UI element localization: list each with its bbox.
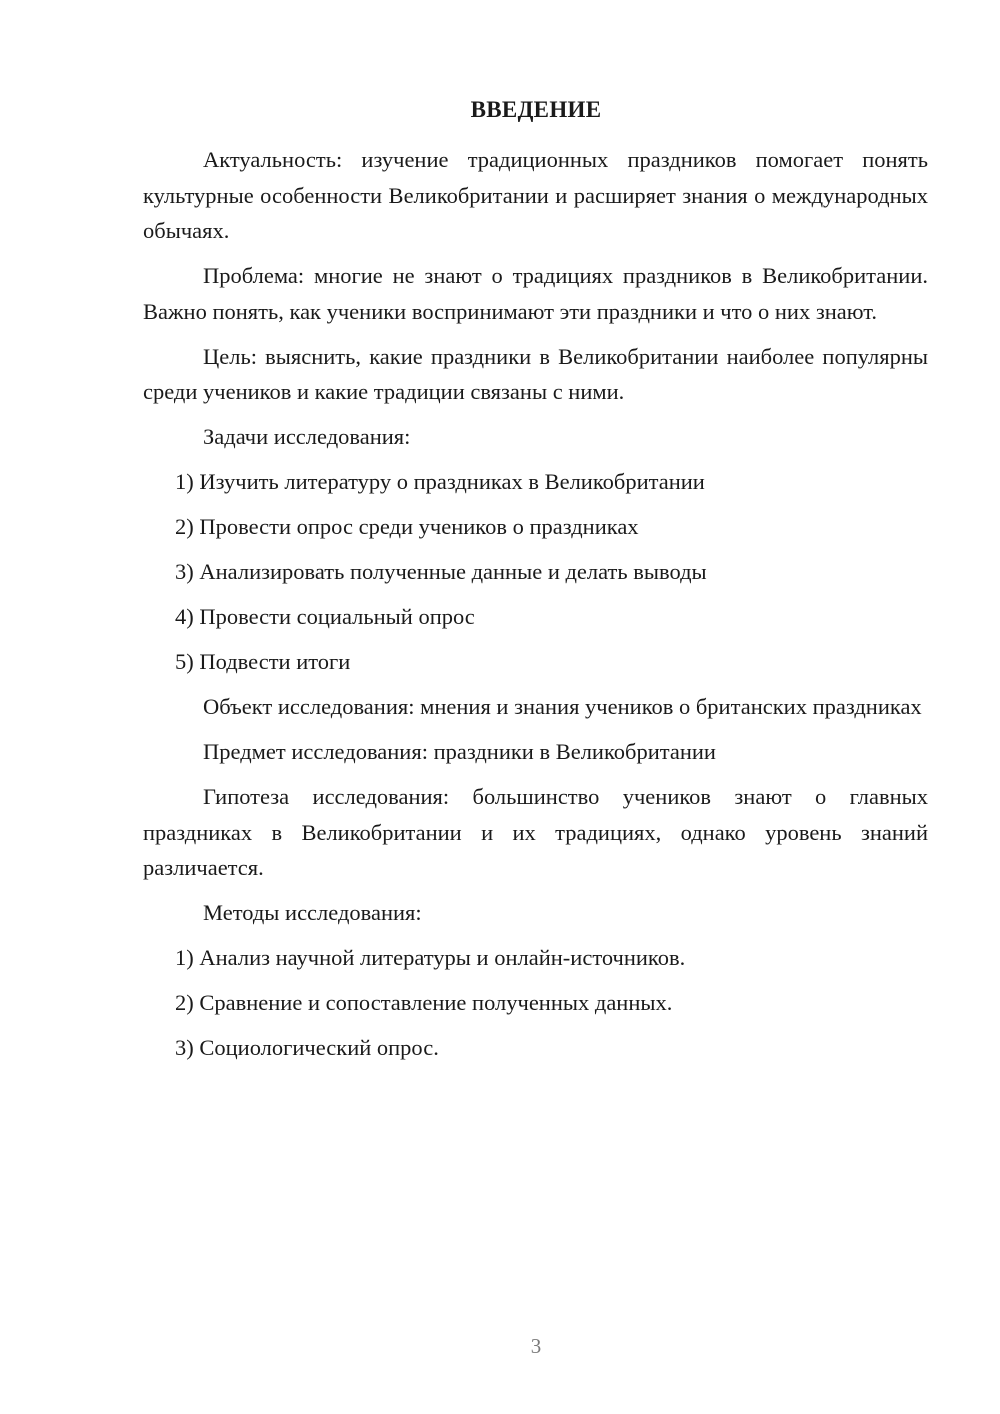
relevance-paragraph: Актуальность: изучение традиционных праздников помогает понять культурные особенности Великобритании и расширяет знания о международных обычаях. bbox=[143, 147, 928, 243]
task-item: 1) Изучить литературу о праздниках в Великобритании bbox=[175, 469, 705, 494]
task-item: 5) Подвести итоги bbox=[175, 649, 351, 674]
document-body bbox=[143, 142, 928, 1075]
object-paragraph: Объект исследования: мнения и знания учеников о британских праздниках bbox=[203, 694, 922, 719]
methods-heading: Методы исследования: bbox=[203, 900, 422, 925]
tasks-heading: Задачи исследования: bbox=[203, 424, 411, 449]
problem-paragraph: Проблема: многие не знают о традициях праздников в Великобритании. Важно понять, как ученики воспринимают эти праздники и что о них знают. bbox=[143, 263, 928, 324]
hypothesis-paragraph: Гипотеза исследования: большинство учеников знают о главных праздниках в Великобритании и их традициях, однако уровень знаний различается. bbox=[143, 784, 928, 880]
task-item: 2) Провести опрос среди учеников о праздниках bbox=[175, 514, 639, 539]
task-item: 3) Анализировать полученные данные и делать выводы bbox=[175, 559, 707, 584]
subject-paragraph: Предмет исследования: праздники в Великобритании bbox=[203, 739, 716, 764]
method-item: 1) Анализ научной литературы и онлайн-источников. bbox=[175, 945, 686, 970]
method-item: 2) Сравнение и сопоставление полученных данных. bbox=[175, 990, 673, 1015]
page-title: ВВЕДЕНИЕ bbox=[470, 97, 602, 122]
page-number: 3 bbox=[530, 1334, 542, 1358]
method-item: 3) Социологический опрос. bbox=[175, 1035, 439, 1060]
task-item: 4) Провести социальный опрос bbox=[175, 604, 475, 629]
goal-paragraph: Цель: выяснить, какие праздники в Великобритании наиболее популярны среди учеников и какие традиции связаны с ними. bbox=[143, 343, 928, 404]
